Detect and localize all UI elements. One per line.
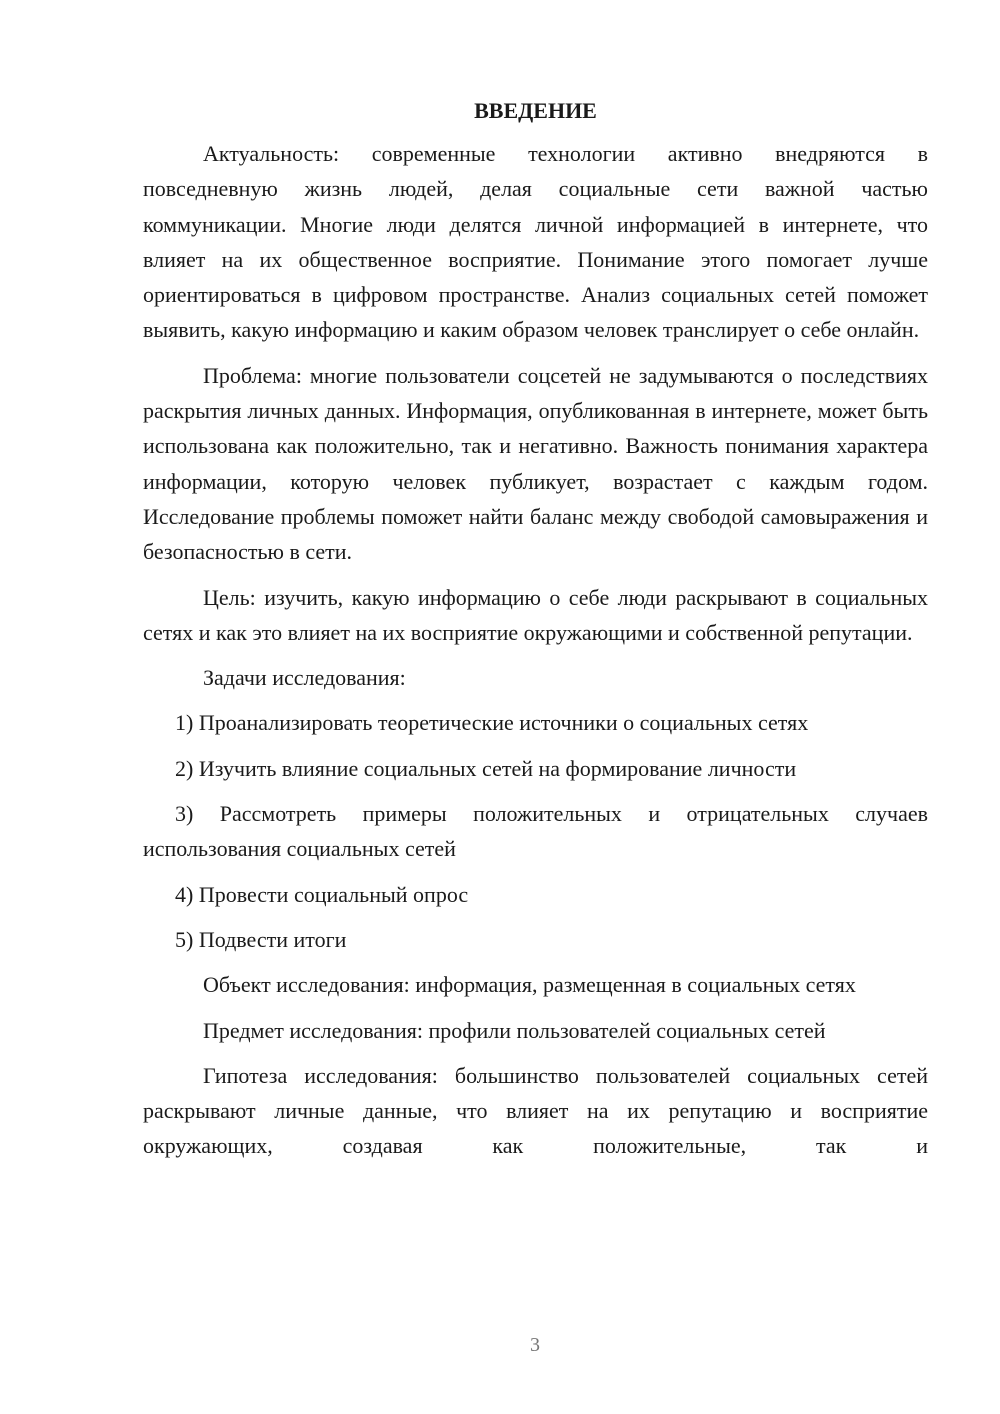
page-number: 3: [530, 1334, 540, 1356]
paragraph-goal: Цель: изучить, какую информацию о себе люди раскрывают в социальных сетях и как это влияет на их восприятие окружающими и собственной репутации.: [143, 584, 928, 645]
paragraph-relevance: Актуальность: современные технологии активно внедряются в повседневную жизнь людей, делая социальные сети важной частью коммуникации. Многие люди делятся личной информацией в интернете, что влияет на их общественное восприятие. Понимание этого помогает лучше ориентироваться в цифровом пространстве. Анализ социальных сетей поможет выявить, какую информацию и каким образом человек транслирует о себе онлайн.: [143, 141, 928, 343]
task-item: 3) Рассмотреть примеры положительных и отрицательных случаев использования социальных сетей: [143, 801, 928, 862]
task-item: 2) Изучить влияние социальных сетей на формирование личности: [175, 755, 797, 781]
paragraph-problem: Проблема: многие пользователи соцсетей не задумываются о последствиях раскрытия личных данных. Информация, опубликованная в интернете, может быть использована как положительно, так и негативно. Важность понимания характера информации, которую человек публикует, возрастает с каждым годом. Исследование проблемы поможет найти баланс между свободой самовыражения и безопасностью в сети.: [143, 362, 928, 565]
paragraph-tasks-title: Задачи исследования:: [203, 665, 406, 691]
section-heading: ВВЕДЕНИЕ: [474, 98, 597, 123]
paragraph-object: Объект исследования: информация, размещенная в социальных сетях: [203, 972, 856, 998]
paragraph-subject: Предмет исследования: профили пользователей социальных сетей: [203, 1017, 826, 1043]
paragraph-hypothesis: Гипотеза исследования: большинство пользователей социальных сетей раскрывают личные данные, что влияет на их репутацию и восприятие окружающих, создавая как положительные, так и: [143, 1062, 928, 1159]
task-item: 4) Провести социальный опрос: [175, 881, 469, 907]
task-item: 1) Проанализировать теоретические источники о социальных сетях: [175, 710, 809, 736]
task-item: 5) Подвести итоги: [175, 926, 347, 952]
document-page: [143, 94, 928, 1174]
